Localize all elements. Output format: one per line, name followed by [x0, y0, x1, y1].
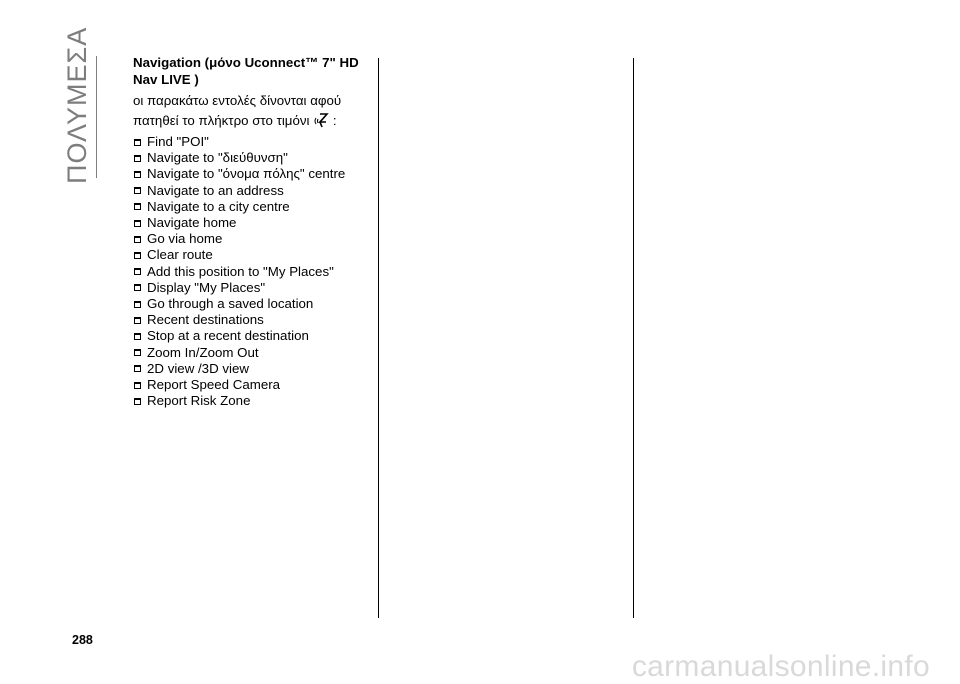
command-text: Report Risk Zone: [147, 393, 251, 409]
intro-text: οι παρακάτω εντολές δίνονται αφού πατηθεί το πλήκτρο στο τιμόνι: [133, 93, 342, 128]
bullet-icon: [134, 187, 141, 194]
command-list-item: [133, 393, 373, 409]
command-text: Report Speed Camera: [147, 377, 281, 393]
command-text: Display "My Places": [147, 279, 266, 295]
command-list-item: [133, 166, 373, 182]
navigation-voice-commands-section: [133, 54, 373, 409]
command-list-item: [133, 361, 373, 377]
command-text: Navigate home: [147, 215, 237, 231]
bullet-icon: [134, 203, 141, 210]
section-heading: Navigation (μόνο Uconnect™ 7" HD Nav LIVE ): [133, 55, 359, 87]
side-title-rule: [96, 56, 97, 178]
command-list-item: [133, 231, 373, 247]
command-list-item: [133, 345, 373, 361]
command-text: Find "POI": [147, 134, 209, 149]
page-number: 288: [72, 633, 93, 647]
command-text: 2D view /3D view: [147, 360, 249, 376]
command-list-item: [133, 296, 373, 312]
command-text: Go through a saved location: [147, 296, 314, 312]
column-divider: [378, 58, 379, 618]
bullet-icon: [134, 365, 141, 372]
bullet-icon: [134, 171, 141, 178]
command-text: Navigate to a city centre: [147, 198, 290, 214]
watermark: carmanualsonline.info: [631, 650, 930, 683]
voice-command-list: [133, 134, 373, 409]
bullet-icon: [134, 317, 141, 324]
bullet-icon: [134, 301, 141, 308]
command-list-item: [133, 312, 373, 328]
command-list-item: [133, 134, 373, 150]
bullet-icon: [134, 139, 141, 146]
bullet-icon: [134, 268, 141, 275]
command-list-item: [133, 183, 373, 199]
command-text: Navigate to "διεύθυνση": [147, 150, 288, 166]
intro-colon: :: [332, 113, 337, 128]
command-text: Stop at a recent destination: [147, 328, 309, 344]
section-intro: [133, 91, 373, 131]
command-list-item: [133, 377, 373, 393]
command-list-item: [133, 215, 373, 231]
command-text: Go via home: [147, 231, 223, 247]
column-divider: [633, 58, 634, 618]
command-text: Add this position to "My Places": [147, 263, 334, 279]
command-list-item: [133, 199, 373, 215]
bullet-icon: [134, 252, 141, 259]
side-section-title: ΠΟΛΥΜΕΣΑ: [62, 26, 92, 184]
bullet-icon: [134, 349, 141, 356]
command-list-item: [133, 247, 373, 263]
command-list-item: [133, 150, 373, 166]
command-list-item: [133, 264, 373, 280]
bullet-icon: [134, 382, 141, 389]
bullet-icon: [134, 398, 141, 405]
command-list-item: [133, 328, 373, 344]
bullet-icon: [134, 236, 141, 243]
bullet-icon: [134, 220, 141, 227]
command-text: Navigate to an address: [147, 182, 284, 198]
bullet-icon: [134, 284, 141, 291]
command-text: Navigate to "όνομα πόλης" centre: [147, 166, 346, 182]
voice-command-icon: [313, 112, 329, 128]
command-text: Zoom In/Zoom Out: [147, 344, 259, 360]
command-text: Recent destinations: [147, 312, 264, 328]
bullet-icon: [134, 333, 141, 340]
command-list-item: [133, 280, 373, 296]
bullet-icon: [134, 155, 141, 162]
command-text: Clear route: [147, 247, 213, 263]
